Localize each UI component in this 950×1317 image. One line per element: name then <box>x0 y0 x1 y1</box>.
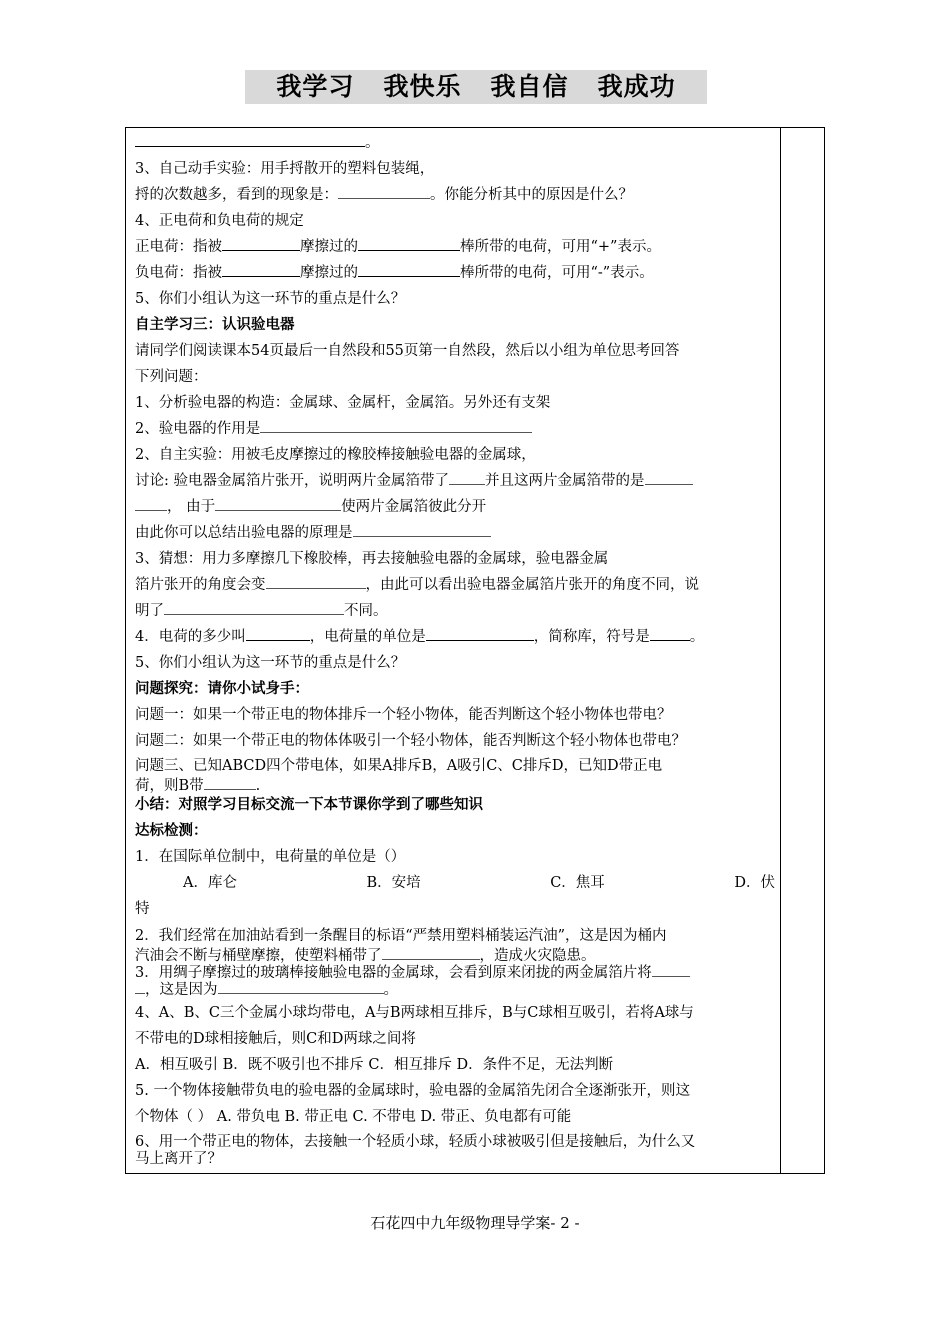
line-8: 请同学们阅读课本54页最后一自然段和55页第一自然段，然后以小组为单位思考回答 <box>135 343 680 359</box>
text: 。你能分析其中的原因是什么？ <box>430 187 633 203</box>
text: 不同。 <box>344 603 388 619</box>
summary-heading: 小结：对照学习目标交流一下本节课你学到了哪些知识 <box>135 797 483 813</box>
text: 4．电荷的多少叫 <box>135 629 246 645</box>
blank[interactable] <box>645 470 693 485</box>
blank[interactable] <box>246 626 310 641</box>
text: 。 <box>365 135 380 151</box>
line-9: 下列问题： <box>135 369 208 385</box>
line-10: 1、分析验电器的构造：金属球、金属杆，金属箔。另外还有支架 <box>135 395 551 411</box>
test-q6-cont: 马上离开了？ <box>135 1151 222 1167</box>
line-11 <box>135 416 775 442</box>
text: ，这是因为 <box>145 982 218 998</box>
section-heading-explore: 问题探究：请你小试身手： <box>135 681 309 697</box>
section-heading-3: 自主学习三：认识验电器 <box>135 317 295 333</box>
blank[interactable] <box>358 262 460 277</box>
blank[interactable] <box>266 574 366 589</box>
line-15 <box>135 520 775 546</box>
blank[interactable] <box>338 184 430 199</box>
blank[interactable] <box>222 236 300 251</box>
test-q2: 2．我们经常在加油站看到一条醒目的标语“严禁用塑料桶装运汽油”，这是因为桶内 <box>135 928 667 944</box>
page-footer: 石花四中九年级物理导学案- 2 - <box>370 1214 580 1232</box>
line-1: 3、自己动手实验：用手捋散开的塑料包装绳， <box>135 161 435 177</box>
text: 并且这两片金属箔带的是 <box>485 473 645 489</box>
text: 3．用绸子摩擦过的玻璃棒接触验电器的金属球，会看到原来闭拢的两金属箔片将 <box>135 965 652 981</box>
blank[interactable] <box>353 522 491 537</box>
test-q3 <box>135 962 775 979</box>
test-q5-options: 个物体（ ） A. 带负电 B. 带正电 C. 不带电 D. 带正、负电都有可能 <box>135 1109 572 1125</box>
line-6: 5、你们小组认为这一环节的重点是什么？ <box>135 291 406 307</box>
worksheet-content <box>135 130 775 1168</box>
text: 。 <box>383 982 398 998</box>
line-20: 5、你们小组认为这一环节的重点是什么？ <box>135 655 406 671</box>
option-d: D．伏 <box>734 875 775 891</box>
text: 负电荷：指被 <box>135 265 222 281</box>
question-2: 问题二：如果一个带正电的物体体吸引一个轻小物体，能否判断这个轻小物体也带电？ <box>135 733 686 749</box>
text: ，简称库，符号是 <box>533 629 650 645</box>
text: ，造成火灾隐患。 <box>479 948 596 964</box>
line-3: 4、正电荷和负电荷的规定 <box>135 213 304 229</box>
blank[interactable] <box>222 262 300 277</box>
test-q2-cont <box>135 945 775 962</box>
blank[interactable] <box>218 979 384 994</box>
test-heading: 达标检测： <box>135 823 208 839</box>
table-column-divider <box>780 127 781 1174</box>
text: ， 由于 <box>167 499 216 515</box>
text: 箔片张开的角度会变 <box>135 577 266 593</box>
text: 由此你可以总结出验电器的原理是 <box>135 525 353 541</box>
line-2 <box>135 182 775 208</box>
line-0 <box>135 130 775 156</box>
question-1: 问题一：如果一个带正电的物体排斥一个轻小物体，能否判断这个轻小物体也带电？ <box>135 707 672 723</box>
text: 汽油会不断与桶壁摩擦，使塑料桶带了 <box>135 948 382 964</box>
text: 2、验电器的作用是 <box>135 421 261 437</box>
test-q4: 4、A、B、C三个金属小球均带电，A与B两球相互排斥，B与C球相互吸引，若将A球与 <box>135 1005 694 1021</box>
blank[interactable] <box>260 418 532 433</box>
blank[interactable] <box>135 496 167 511</box>
text: 。 <box>689 629 705 645</box>
blank[interactable] <box>650 626 690 641</box>
text: 棒所带的电荷，可用“+”表示。 <box>460 239 661 255</box>
text: 摩擦过的 <box>300 265 358 281</box>
line-18 <box>135 598 775 624</box>
text: 讨论: 验电器金属箔片张开，说明两片金属箔带了 <box>135 473 449 489</box>
option-b: B．安培 <box>366 875 421 891</box>
test-q4-cont: 不带电的D球相接触后，则C和D两球之间将 <box>135 1031 416 1047</box>
test-q1-options <box>135 870 775 896</box>
test-q1-wrap: 特 <box>135 901 150 917</box>
line-17 <box>135 572 775 598</box>
option-a: A．库仑 <box>183 875 237 891</box>
blank[interactable] <box>426 626 534 641</box>
blank[interactable] <box>135 979 145 994</box>
blank[interactable] <box>382 945 480 960</box>
text: 摩擦过的 <box>300 239 358 255</box>
blank[interactable] <box>164 600 344 615</box>
text: 荷，则B带 <box>135 778 204 794</box>
test-q4-options: A．相互吸引 B．既不吸引也不排斥 C．相互排斥 D．条件不足，无法判断 <box>135 1057 614 1073</box>
text: ，由此可以看出验电器金属箔片张开的角度不同，说 <box>365 577 699 593</box>
question-3-cont <box>135 775 775 792</box>
blank[interactable] <box>135 132 365 147</box>
question-3: 问题三、已知ABCD四个带电体，如果A排斥B，A吸引C、C排斥D，已知D带正电 <box>135 758 663 774</box>
blank[interactable] <box>652 962 690 977</box>
blank[interactable] <box>358 236 460 251</box>
text: 正电荷：指被 <box>135 239 222 255</box>
line-14 <box>135 494 775 520</box>
blank[interactable] <box>449 470 485 485</box>
line-4 <box>135 234 775 260</box>
line-13 <box>135 468 775 494</box>
page-banner: 我学习 我快乐 我自信 我成功 <box>245 70 707 104</box>
test-q5: 5. 一个物体接触带负电的验电器的金属球时，验电器的金属箔先闭合全逐渐张开，则这 <box>135 1083 690 1099</box>
blank[interactable] <box>204 775 256 790</box>
blank[interactable] <box>215 496 341 511</box>
test-q1: 1．在国际单位制中，电荷量的单位是（） <box>135 849 406 865</box>
test-q3-cont <box>135 979 775 996</box>
text: 使两片金属箔彼此分开 <box>341 499 487 515</box>
line-16: 3、猜想：用力多摩擦几下橡胶棒，再去接触验电器的金属球，验电器金属 <box>135 551 609 567</box>
option-c: C．焦耳 <box>550 875 605 891</box>
text: . <box>255 778 261 794</box>
text: 捋的次数越多，看到的现象是： <box>135 187 338 203</box>
line-19 <box>135 624 775 650</box>
line-12: 2、自主实验：用被毛皮摩擦过的橡胶棒接触验电器的金属球， <box>135 447 536 463</box>
text: 明了 <box>135 603 164 619</box>
text: ，电荷量的单位是 <box>309 629 426 645</box>
test-q6: 6、用一个带正电的物体，去接触一个轻质小球，轻质小球被吸引但是接触后，为什么又 <box>135 1134 696 1150</box>
text: 棒所带的电荷，可用“-”表示。 <box>460 265 654 281</box>
line-5 <box>135 260 775 286</box>
